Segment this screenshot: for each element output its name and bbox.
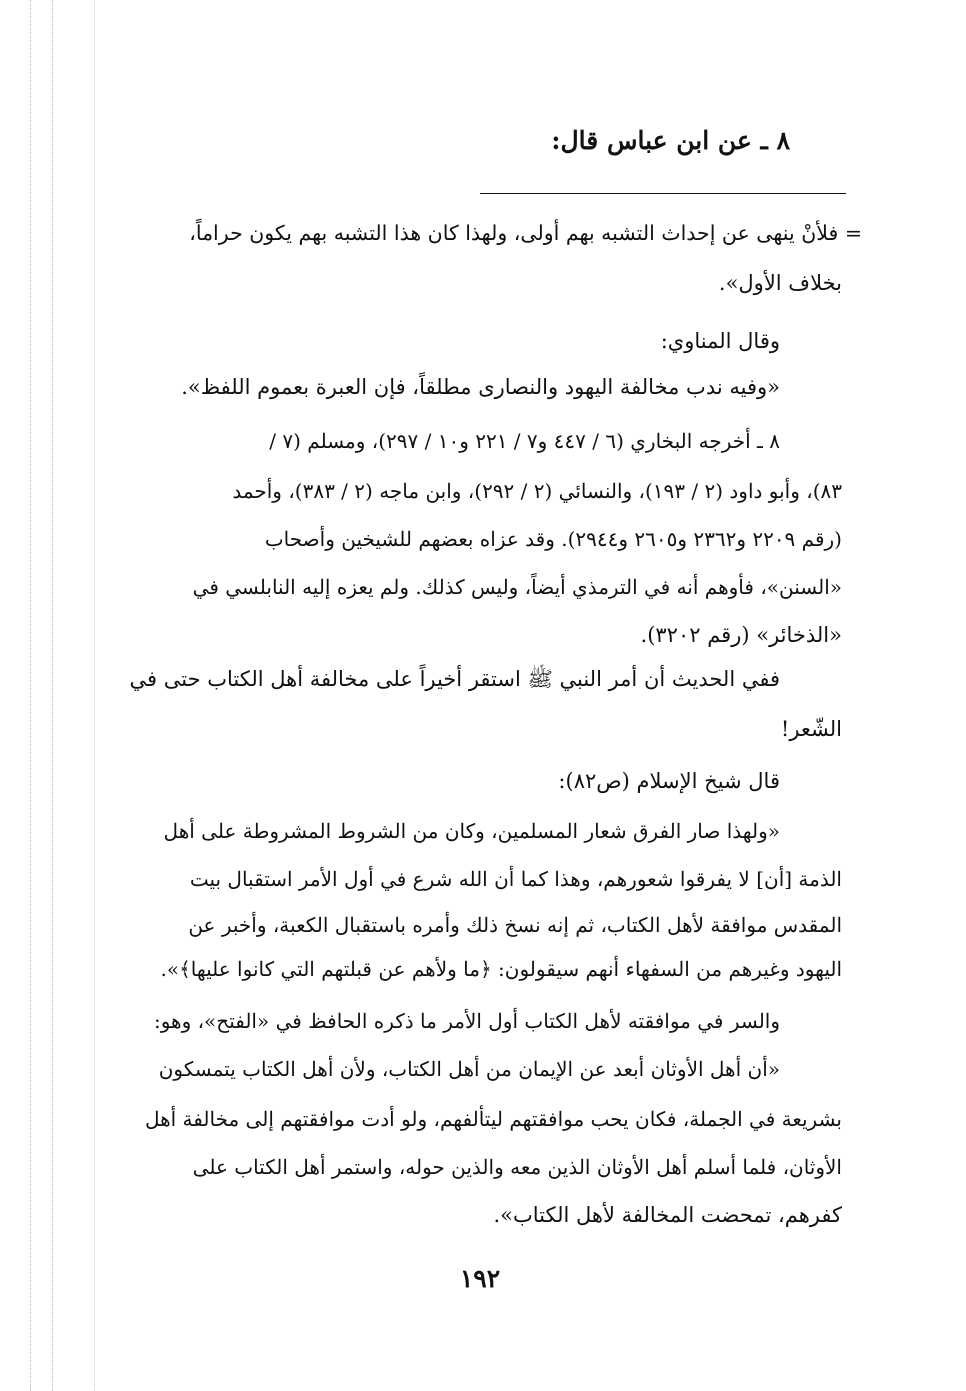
quote-line: بشريعة في الجملة، فكان يحب موافقتهم ليتألفهم، ولو أدت موافقتهم إلى مخالفة أهل <box>144 1107 842 1131</box>
footnote-separator-rule <box>480 193 846 194</box>
body-line: والسر في موافقته لأهل الكتاب أول الأمر ما ذكره الحافظ في «الفتح»، وهو: <box>153 1009 780 1033</box>
body-line: ففي الحديث أن أمر النبي ﷺ استقر أخيراً على مخالفة أهل الكتاب حتى في <box>129 667 780 691</box>
scan-margin-line <box>52 0 53 1391</box>
quote-line: الذمة [أن] لا يفرقوا شعورهم، وهذا كما أن الله شرع في أول الأمر استقبال بيت <box>189 867 842 891</box>
section-heading: ٨ ـ عن ابن عباس قال: <box>551 126 790 155</box>
footnote-line: = فلأنْ ينهى عن إحداث التشبه بهم أولى، ولهذا كان هذا التشبه بهم يكون حراماً، <box>189 221 862 245</box>
body-line: الشّعر! <box>780 717 842 741</box>
footnote-line: بخلاف الأول». <box>718 271 842 295</box>
body-line: قال شيخ الإسلام (ص٨٢): <box>558 769 780 793</box>
quote-line: الأوثان، فلما أسلم أهل الأوثان الذين معه والذين حوله، واستمر أهل الكتاب على <box>192 1155 842 1179</box>
quote-line: المقدس موافقة لأهل الكتاب، ثم إنه نسخ ذلك وأمره باستقبال الكعبة، وأخبر عن <box>188 913 842 937</box>
page-number: ١٩٢ <box>459 1264 501 1293</box>
quote-line: اليهود وغيرهم من السفهاء أنهم سيقولون: ﴿ما ولأهم عن قبلتهم التي كانوا عليها﴾». <box>160 957 842 981</box>
footnote-line: «وفيه ندب مخالفة اليهود والنصارى مطلقاً، فإن العبرة بعموم اللفظ». <box>181 375 780 399</box>
scan-margin-line <box>94 0 95 1391</box>
quote-line: كفرهم، تمحضت المخالفة لأهل الكتاب». <box>493 1203 842 1227</box>
takhrij-line: (رقم ٢٢٠٩ و٢٣٦٢ و٢٦٠٥ و٢٩٤٤). وقد عزاه بعضهم للشيخين وأصحاب <box>264 527 842 551</box>
takhrij-line: «السنن»، فأوهم أنه في الترمذي أيضاً، وليس كذلك. ولم يعزه إليه النابلسي في <box>192 575 842 599</box>
takhrij-line: ٨٣)، وأبو داود (٢ / ١٩٣)، والنسائي (٢ / ٢٩٢)، وابن ماجه (٢ / ٣٨٣)، وأحمد <box>232 479 842 503</box>
quote-line: «أن أهل الأوثان أبعد عن الإيمان من أهل الكتاب، ولأن أهل الكتاب يتمسكون <box>158 1057 780 1081</box>
takhrij-line: ٨ ـ أخرجه البخاري (٦ / ٤٤٧ و٧ / ٢٢١ و١٠ / ٢٩٧)، ومسلم (٧ / <box>269 429 780 453</box>
quote-line: «ولهذا صار الفرق شعار المسلمين، وكان من الشروط المشروطة على أهل <box>163 819 780 843</box>
takhrij-line: «الذخائر» (رقم ٣٢٠٢). <box>640 623 842 647</box>
footnote-line: وقال المناوي: <box>660 329 780 353</box>
scan-margin-line <box>30 0 31 1391</box>
